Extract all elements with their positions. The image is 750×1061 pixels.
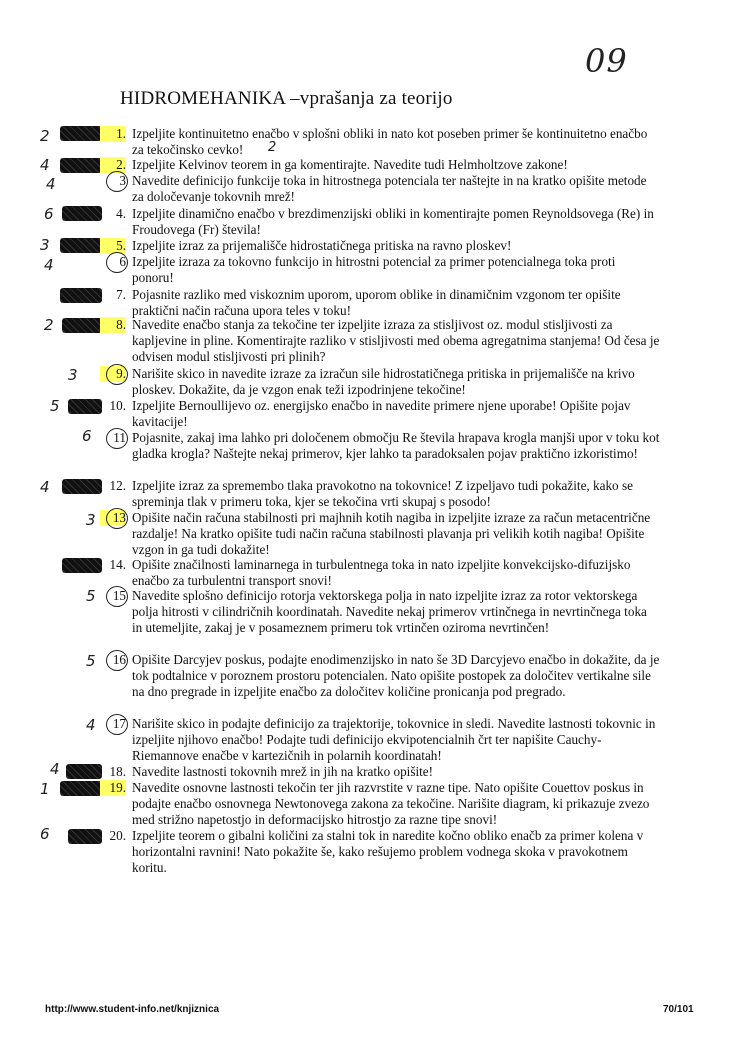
- question-number: 11: [100, 430, 126, 446]
- handwritten-mark: 2: [40, 127, 50, 145]
- handwritten-mark: 2: [268, 140, 277, 155]
- question-item: [100, 828, 660, 876]
- question-text: Izpeljite dinamično enačbo v brezdimenzijski obliki in komentirajte pomen Reynoldsovega (Re) in Froudovega (Fr) števila!: [132, 206, 654, 237]
- question-item: [100, 173, 660, 205]
- question-item: [100, 398, 660, 430]
- question-number: 1.: [100, 126, 126, 142]
- question-text: Opišite značilnosti laminarnega in turbulentnega toka in nato izpeljite konvekcijsko-difuzijsko enačbo za turbulentni transport snovi!: [132, 557, 631, 588]
- question-item: [100, 557, 660, 589]
- handwritten-mark: 4: [40, 478, 50, 496]
- question-item: [100, 317, 660, 365]
- question-number: 6: [100, 254, 126, 270]
- redaction-scribble: [60, 781, 102, 796]
- question-item: [100, 430, 660, 478]
- question-text: Izpeljite izraz za spremembo tlaka pravokotno na tokovnice! Z izpeljavo tudi pokažite, kako se spreminja tlak v primeru toka, kjer se tekočina vrti skupaj s posodo!: [132, 478, 633, 509]
- handwritten-mark: 4: [50, 760, 60, 778]
- question-text: Navedite enačbo stanja za tekočine ter izpeljite izraza za stisljivost oz. modul stisljivosti za kapljevine in pline. Komentirajte razliko v stisljivosti med obema agregatnima stanjema! Od česa je odvisen modul stisljivosti pri plinih?: [132, 317, 660, 364]
- question-number: 5.: [100, 238, 126, 254]
- question-number: 20.: [109, 828, 126, 843]
- question-text: Izpeljite teorem o gibalni količini za stalni tok in naredite kočno obliko enačb za primer kolena v horizontalni ravnini! Nato pokažite še, kako rešujemo problem vodnega skoka v pravokotnem koritu.: [132, 828, 644, 875]
- question-text: Izpeljite izraz za prijemališče hidrostatičnega pritiska na ravno ploskev!: [132, 238, 512, 253]
- question-number: 14.: [109, 557, 126, 572]
- question-item: [100, 126, 660, 158]
- question-text: Navedite osnovne lastnosti tekočin ter jih razvrstite v razne tipe. Nato opišite Couettov poskus in podajte enačbo osnovnega Newtonovega zakona za tekočine. Narišite diagram, ki prikazuje zvezo med strižno napetostjo in deformacijsko hitrostjo za razne tipe snovi!: [132, 780, 650, 827]
- handwritten-mark: 3: [86, 511, 96, 529]
- question-number: 4.: [116, 206, 126, 221]
- redaction-scribble: [62, 206, 102, 221]
- question-item: [100, 780, 660, 828]
- question-number: 12.: [109, 478, 126, 493]
- question-text: Pojasnite razliko med viskoznim uporom, uporom oblike in dinamičnim vzgonom ter opišite praktični način računa upora teles v toku!: [132, 287, 621, 318]
- question-item: [100, 238, 660, 254]
- redaction-scribble: [60, 238, 102, 253]
- question-text: Izpeljite izraza za tokovno funkcijo in hitrostni potencial za primer potencialnega toka proti ponoru!: [132, 254, 616, 285]
- redaction-scribble: [68, 399, 102, 414]
- footer-page-number: 70/101: [663, 1004, 694, 1015]
- handwritten-mark: 5: [86, 652, 96, 670]
- question-number: 10.: [109, 398, 126, 413]
- question-text: Izpeljite Kelvinov teorem in ga komentirajte. Navedite tudi Helmholtzove zakone!: [132, 157, 568, 172]
- question-text: Izpeljite kontinuitetno enačbo v splošni obliki in nato kot poseben primer še kontinuitetno enačbo za tekočinsko cevko!: [132, 126, 648, 157]
- question-item: [100, 588, 660, 652]
- question-text: Navedite definicijo funkcije toka in hitrostnega potenciala ter naštejte in na kratko opišite metode za določevanje tokovnih mrež!: [132, 173, 647, 204]
- handwritten-mark: 4: [44, 256, 54, 274]
- question-text: Opišite Darcyjev poskus, podajte enodimenzijsko in nato še 3D Darcyjevo enačbo in dokažite, da je tok podtalnice v poroznem prostoru potencialen. Nato opišite postopek za določitev vertikalne sile na dno pregrade in izpeljite enačbo za določitev količine pronicanja pod pregrado.: [132, 652, 660, 699]
- redaction-scribble: [66, 764, 102, 779]
- question-item: [100, 652, 660, 716]
- redaction-scribble: [60, 158, 102, 173]
- question-number: 7.: [116, 287, 126, 302]
- redaction-scribble: [60, 126, 102, 141]
- handwritten-mark: 4: [86, 716, 96, 734]
- question-item: [100, 287, 660, 319]
- page-title: HIDROMEHANIKA –vprašanja za teorijo: [120, 88, 453, 109]
- handwritten-mark: 5: [50, 397, 60, 415]
- question-number: 3: [100, 173, 126, 189]
- question-number: 18.: [109, 764, 126, 779]
- redaction-scribble: [62, 558, 102, 573]
- handwritten-mark: 4: [46, 175, 56, 193]
- question-item: [100, 510, 660, 558]
- handwritten-mark: 6: [44, 205, 54, 223]
- question-item: [100, 366, 660, 398]
- question-item: [100, 206, 660, 238]
- question-number: 13: [100, 510, 126, 526]
- handwritten-mark: 6: [82, 427, 92, 445]
- question-number: 17: [100, 716, 126, 732]
- handwritten-mark: 5: [86, 587, 96, 605]
- redaction-scribble: [62, 318, 102, 333]
- footer-link[interactable]: http://www.student-info.net/knjiznica: [45, 1004, 220, 1015]
- question-text: Izpeljite Bernoullijevo oz. energijsko enačbo in navedite primere njene uporabe! Opišite pojav kavitacije!: [132, 398, 631, 429]
- question-item: [100, 254, 660, 286]
- question-item: [100, 157, 660, 173]
- question-number: 19.: [100, 780, 126, 796]
- question-text: Narišite skico in podajte definicijo za trajektorije, tokovnice in sledi. Navedite lastnosti tokovnic in izpeljite njihovo enačbo! Podajte tudi definicijo ekvipotencialnih črt ter napišite Cauchy-Riemannove enačbe v kartezičnih in polarnih koordinatah!: [132, 716, 656, 763]
- question-number: 8.: [100, 317, 126, 333]
- handwritten-page-number: 09: [585, 42, 628, 80]
- handwritten-mark: 6: [40, 825, 50, 843]
- question-number: 9.: [100, 366, 126, 382]
- question-text: Narišite skico in navedite izraze za izračun sile hidrostatičnega pritiska in prijemališče na krivo ploskev. Dokažite, da je vzgon enak teži izpodrinjene tekočine!: [132, 366, 635, 397]
- redaction-scribble: [68, 829, 102, 844]
- question-item: [100, 764, 660, 780]
- question-text: Pojasnite, zakaj ima lahko pri določenem območju Re števila hrapava krogla manjši upor v toku kot gladka krogla? Naštejte nekaj primerov, kjer lahko ta paradoksalen pojav praktično izkoristimo!: [132, 430, 660, 461]
- question-text: Navedite splošno definicijo rotorja vektorskega polja in nato izpeljite izraz za rotor vektorskega polja hitrosti v cilindričnih koordinatah. Navedite nekaj primerov vrtinčnega in nevrtinčnega toka in utemeljite, zakaj je v posameznem primeru tok vrtinčen oziroma nevrtinčen!: [132, 588, 647, 635]
- question-item: [100, 478, 660, 510]
- redaction-scribble: [60, 288, 102, 303]
- question-number: 2.: [100, 157, 126, 173]
- question-text: Navedite lastnosti tokovnih mrež in jih na kratko opišite!: [132, 764, 434, 779]
- redaction-scribble: [62, 479, 102, 494]
- handwritten-mark: 4: [40, 156, 50, 174]
- question-item: [100, 716, 660, 764]
- handwritten-mark: 3: [40, 236, 50, 254]
- handwritten-mark: 2: [44, 316, 54, 334]
- question-text: Opišite način računa stabilnosti pri majhnih kotih nagiba in izpeljite izraze za račun metacentrične razdalje! Na kratko opišite tudi način računa stabilnosti plavanja pri velikih kotih nagiba! Opišite vzgon in ga tudi dokažite!: [132, 510, 651, 557]
- handwritten-mark: 1: [40, 780, 50, 798]
- handwritten-mark: 3: [68, 366, 78, 384]
- question-number: 15: [100, 588, 126, 604]
- question-number: 16: [100, 652, 126, 668]
